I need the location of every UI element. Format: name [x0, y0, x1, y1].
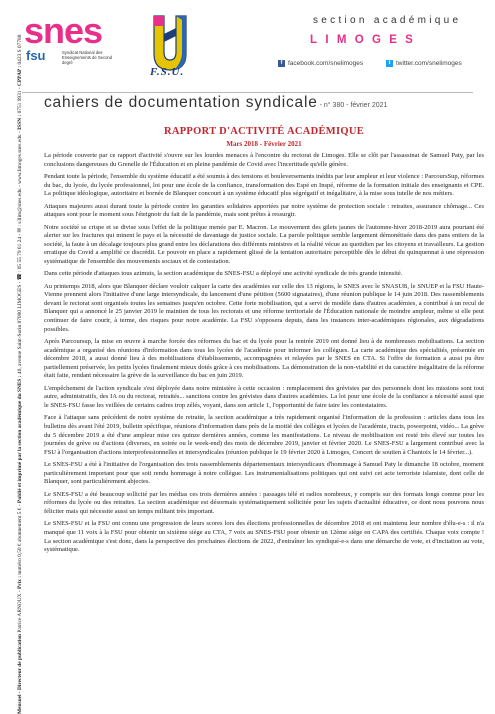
twitter-icon: t [386, 60, 393, 67]
facebook-text: facebook.com/snelimoges [288, 60, 364, 68]
vertical-bold-3: Publié et imprimé par la section académique du SNES : [17, 375, 23, 504]
report-paragraph: Après Parcoursup, la mise en œuvre à marche forcée des réformes du bac et du lycée pour la rentrée 2019 ont donné lieu à de nombreuses mobilisations. La section académique a organisé des réunions d'information dans tous les lycées de l'académie pour informer les collègues. La carte académique des spécialités, présentée en décembre 2018, a aussi donné lieu à des mobilisations d'établissements, accompagnées et relayées par le SNES en CTA. Si l'offre de formation a aussi pu être partiellement préservée, les petits lycées finalement mieux dotés grâce à ces mobilisations. La démonstration de la non-viabilité et du caractère inégalitaire de la réforme était faite, rendant nécessaire la grève de la surveillance du bac en juin 2019. [44, 338, 484, 380]
report-paragraph: Face à l'attaque sans précédent de notre système de retraite, la section académique a très rapidement organisé l'information de la profession : articles dans tous les bulletins dès avant l'été 2019, bulletin spécifique, réunions d'information dans près de la moitié des collèges et lycées de l'académie, tracts, powerpoint, vidéo... La grève du 5 décembre 2019 a été d'une ampleur mise ces quinze dernières années, comme les manifestations. Le niveau de mobilisation est resté très élevé sur toutes les journées de grève ou d'actions (diverses, en soirée ou le week-end) des mois de décembre 2019, janvier et février 2020. Le SNES-FSU a largement contribué avec la FSU à l'organisation d'actions interprofessionnelles et intersyndicales (réunion publique le 19 février 2020 à Limoges, Concert de soutien à Chantoix le 14 février...). [44, 414, 484, 456]
vertical-bold-1: Mensuel - Directeur de publication [17, 633, 23, 714]
snes-fsu-logo [24, 10, 114, 76]
report-subtitle: Mars 2018 - Février 2021 [226, 140, 302, 148]
facebook-icon: f [278, 60, 285, 67]
report-paragraph: Le SNES-FSU a été beaucoup sollicité par les médias ces trois dernières années : passages télé et radios nombreux, y compris sur des formats longs comme pour les réformes du lycée ou des retraites. La section académique est désormais systématiquement sollicitée pour les sujets d'actualité éducative, ce dont nous pouvons nous féliciter mais qui nécessite aussi un temps militant très important. [44, 490, 484, 515]
snes-wordmark: snes [24, 10, 103, 51]
twitter-link[interactable] [386, 60, 462, 67]
report-paragraph: Au printemps 2018, alors que Blanquer déclare vouloir calquer la carte des académies sur celle des 13 régions, le SNES avec le SNASUB, le SNUEP et la FSU Haute-Vienne prennent alors l'initiative d'une large intersyndicale, du lancement d'une pétition (5600 signataires), d'une réunion publique le 14 juin 2018. Des rassemblements devant le rectorat sont organisés toutes les semaines jusqu'en octobre. Cette forte mobilisation, qui a servi de modèle dans d'autres académies, a contribué à un recul de Blanquer qui a annoncé le 25 janvier 2019 le maintien de tous les rectorats et une réforme territoriale de l'Éducation nationale de moindre ampleur, même si elle peut continuer de faire courir, à terme, des risques pour notre académie. La FSU s'opposera depuis, dans les instances inter-académiques régionales, aux dégradations possibles. [44, 282, 484, 333]
publication-title-bar [44, 94, 484, 112]
vertical-bold-4: ISSN : [17, 114, 23, 130]
report-paragraph: Dans cette période d'attaques tous azimuts, la section académique du SNES-FSU a déployé une activité syndicale de très grande intensité. [44, 270, 403, 278]
report-paragraph: L'empêchement de l'action syndicale s'est déployée dans notre ministère à cette occasion : remplacement des grévistes par des personnels dont les missions sont tout autre, administratifs, des IA ou du rectorat, retraités... sanctions contre les grévistes dans d'autres académies. La loi pour une école de la confiance a nécessité aussi que le SNES-FSU fasse les veillées de certains cadres trop zélés, voyant, dans son article 1, l'opportunité de faire taire les contestataires. [44, 384, 484, 410]
report-paragraph: Le SNES-FSU a été à l'initiative de l'organisation des trois rassemblements départementaux intersyndicaux d'hommage à Samuel Paty le dimanche 18 octobre, moment particulièrement important pour que soit rendu hommage à notre collègue. Les instrumentalisations politiques qui ont suivi cet acte terroriste islamiste, dont celle de Blanquer, sont particulièrement abjectes. [44, 461, 484, 486]
vertical-text-3: 40, avenue Saint-Surin 87000 LIMOGES - ☎ : 05 55 79 61 24 - ✉ : s3lim@snes.edu - www.limoges.snes.edu - [17, 129, 23, 376]
vertical-publisher-info [16, 34, 24, 714]
vertical-bold-5: CPPAP : [17, 65, 23, 86]
report-paragraph: La période couverte par ce rapport d'activité s'ouvre sur les lourdes menaces à l'encontre du rectorat de Limoges. Elle se clôt par l'assassinat de Samuel Paty, par les conclusions dangereuses du Grenelle de l'Éducation et en pleine pandémie de Covid avec l'incertitude qu'elle génère. [44, 152, 484, 168]
vertical-text-1: Patrice ARNOUX - [17, 589, 23, 634]
snes-subtitle: Syndicat National des Enseignements de Second degré [62, 50, 113, 65]
vertical-text-5: 0423 S 07788 [17, 34, 23, 66]
fsu-caption: F.S.U. [150, 66, 185, 78]
issue-number: - n° 380 - février 2021 [319, 102, 388, 109]
section-city: LIMOGES [310, 34, 422, 46]
report-paragraph: Attaques majeures aussi durant toute la période contre les garanties solidaires apportées par notre système de protection sociale : retraites, assurance chômage... Ces attaques sont pour le moment sous l'éteignoir du fait de la pandémie, mais sont prêtes à ressurgir. [44, 202, 484, 219]
vertical-text-4: 0751 9931 - [17, 86, 23, 115]
report-title: RAPPORT D'ACTIVITÉ ACADÉMIQUE [163, 126, 365, 137]
report-paragraph: Pendant toute la période, l'ensemble du système éducatif a été soumis à des tensions et bouleversements inédits par leur ampleur et leur violence : ParcoursSup, réformes du bac, du lycée, du lycée professionnel, loi pour une école de la confiance, transformation des Espé en Inspé, réforme de la formation initiale des enseignants et CPE. La politique idéologique, autoritaire et bornée de Blanquer concourt à un système éducatif plus ségrégatif et inégalitaire, à la mise sous tutelle de nos métiers. [44, 172, 484, 198]
publication-title: cahiers de documentation syndicale [44, 94, 318, 111]
report-paragraph: Notre société se crispe et se divise sous l'effet de la politique menée par E. Macron. Le mouvement des gilets jaunes de l'automne-hiver 2018-2019 aura pourtant été alerter sur les fractures qui minent le pays et la nécessité de davantage de justice sociale. La parole politique semble largement démonétisée dans des pans entiers de la société, la faute à un décalage toujours plus grand entre les déclarations des différents ministres et la réalité vécue au quotidien par les citoyens et travailleurs. La gestion erratique du Covid a amplifié ce discrédit. Le pouvoir en place a rapidement glissé de la tentation autoritaire perceptible dès le début du quinquennat à une répression systématique de l'ensemble des mouvements sociaux et de contestation. [44, 223, 484, 265]
facebook-link[interactable] [278, 60, 363, 67]
report-body [44, 152, 484, 559]
header-divider [22, 92, 473, 93]
vertical-text-2: numéro 0,50 € abonnement 5 € - [17, 503, 23, 576]
twitter-text: twitter.com/snelimoges [396, 60, 462, 68]
fsu-wordmark: fsu [26, 48, 46, 63]
vertical-bold-2: Prix : [17, 575, 23, 590]
report-paragraph: Le SNES-FSU et la FSU ont connu une progression de leurs scores lors des élections professionnelles de décembre 2018 et ont maintenu leur nombre d'élu-e-s : il n'a manqué que 11 voix à la FSU pour obtenir un sixième siège au CTA, 7 voix au SNES-FSU pour obtenir un 12ème siège en CAPA des certifiés. Chaque voix compte ! La section académique s'est donc, dans la perspective des prochaines élections de 2022, d'entraîner les syndiqué-e-s dans une démarche de vote, et d'incitation au vote, systématique. [44, 520, 484, 554]
section-label: section académique [313, 15, 462, 26]
